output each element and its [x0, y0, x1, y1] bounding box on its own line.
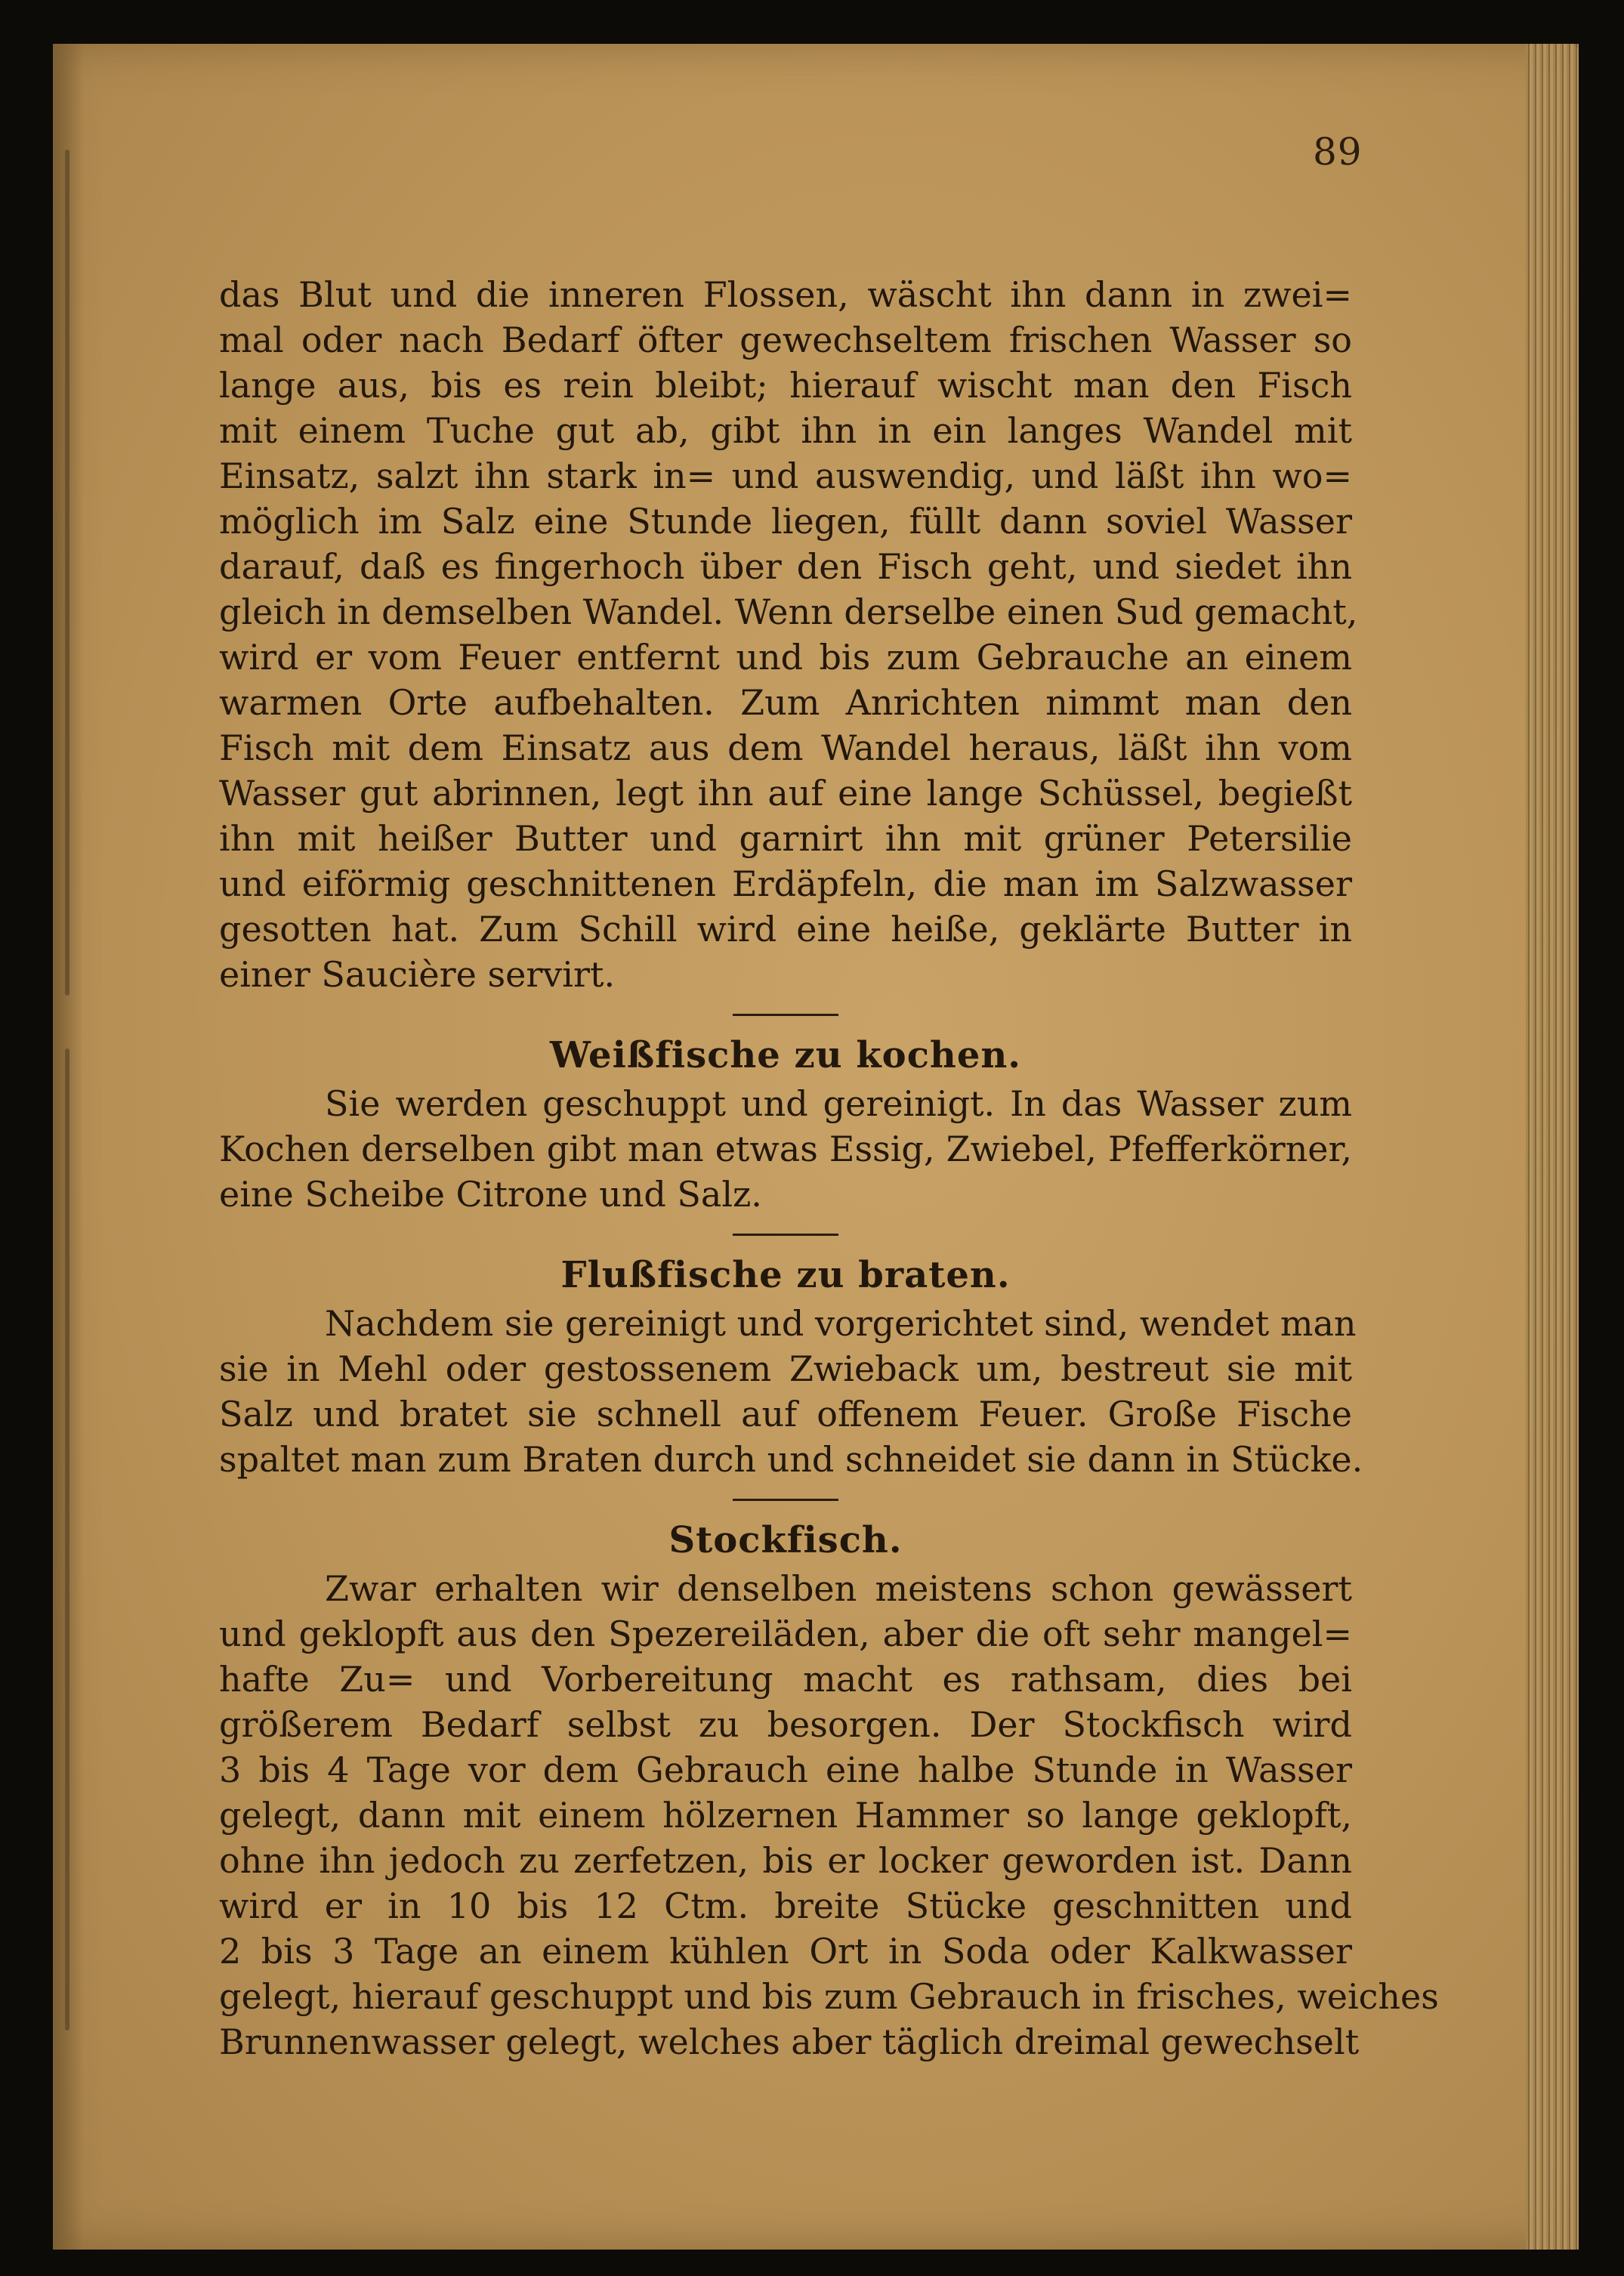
section-divider: [733, 1499, 838, 1501]
text-line: wird er vom Feuer entfernt und bis zum Gebrauche an einem: [219, 637, 1352, 678]
text-line: ohne ihn jedoch zu zerfetzen, bis er locker geworden ist. Dann: [219, 1840, 1352, 1881]
text-line: gelegt, hierauf geschuppt und bis zum Gebrauch in frisches, weiches: [219, 1976, 1439, 2017]
text-line: Salz und bratet sie schnell auf offenem Feuer. Große Fische: [219, 1394, 1352, 1434]
text-line: mit einem Tuche gut ab, gibt ihn in ein langes Wandel mit: [219, 410, 1352, 451]
page-number: 89: [1313, 130, 1363, 174]
text-line: warmen Orte aufbehalten. Zum Anrichten nimmt man den: [219, 682, 1352, 723]
text-line: einer Saucière servirt.: [219, 954, 616, 995]
text-line: Fisch mit dem Einsatz aus dem Wandel heraus, läßt ihn vom: [219, 727, 1352, 768]
text-line: Sie werden geschuppt und gereinigt. In das Wasser zum: [325, 1083, 1352, 1124]
section-divider: [733, 1234, 838, 1236]
text-line: eine Scheibe Citrone und Salz.: [219, 1174, 762, 1215]
text-line: gesotten hat. Zum Schill wird eine heiße, geklärte Butter in: [219, 909, 1352, 950]
paragraph-flussfische: [219, 1301, 1363, 1482]
binding-thread: [65, 1048, 69, 2030]
text-line: darauf, daß es fingerhoch über den Fisch geht, und siedet ihn: [219, 546, 1352, 587]
text-line: 3 bis 4 Tage vor dem Gebrauch eine halbe Stunde in Wasser: [219, 1749, 1352, 1790]
text-line: Kochen derselben gibt man etwas Essig, Zwiebel, Pfefferkörner,: [219, 1129, 1352, 1169]
page-text: [219, 272, 1439, 2064]
text-line: Nachdem sie gereinigt und vorgerichtet sind, wendet man: [325, 1303, 1357, 1344]
text-line: 2 bis 3 Tage an einem kühlen Ort in Soda oder Kalkwasser: [219, 1931, 1352, 1972]
heading-weissfische: Weißfische zu kochen.: [550, 1034, 1021, 1076]
text-line: wird er in 10 bis 12 Ctm. breite Stücke geschnitten und: [219, 1885, 1352, 1926]
text-line: gleich in demselben Wandel. Wenn derselbe einen Sud gemacht,: [219, 591, 1358, 632]
text-line: möglich im Salz eine Stunde liegen, füllt dann soviel Wasser: [219, 501, 1352, 542]
text-line: das Blut und die inneren Flossen, wäscht ihn dann in zwei=: [219, 274, 1352, 315]
text-line: ihn mit heißer Butter und garnirt ihn mit grüner Petersilie: [219, 818, 1352, 859]
text-line: und geklopft aus den Spezereiläden, aber die oft sehr mangel=: [219, 1614, 1352, 1654]
text-line: und eiförmig geschnittenen Erdäpfeln, die man im Salzwasser: [219, 863, 1352, 904]
heading-flussfische: Flußfische zu braten.: [560, 1254, 1011, 1296]
paragraph-intro: [219, 272, 1358, 997]
text-line: hafte Zu= und Vorbereitung macht es rathsam, dies bei: [219, 1659, 1352, 1700]
text-line: Wasser gut abrinnen, legt ihn auf eine lange Schüssel, begießt: [219, 773, 1352, 814]
paragraph-weissfische: [219, 1081, 1352, 1217]
heading-stockfisch: Stockfisch.: [668, 1519, 903, 1561]
text-line: Einsatz, salzt ihn stark in= und auswendig, und läßt ihn wo=: [219, 456, 1352, 496]
text-line: Zwar erhalten wir denselben meistens schon gewässert: [325, 1568, 1352, 1609]
page-edges: [1526, 44, 1579, 2250]
section-divider: [733, 1014, 838, 1016]
text-line: lange aus, bis es rein bleibt; hierauf wischt man den Fisch: [219, 365, 1352, 406]
paragraph-stockfisch: [219, 1566, 1439, 2064]
text-line: sie in Mehl oder gestossenem Zwieback um, bestreut sie mit: [219, 1348, 1352, 1389]
text-line: Brunnenwasser gelegt, welches aber täglich dreimal gewechselt: [219, 2021, 1360, 2062]
text-line: spaltet man zum Braten durch und schneidet sie dann in Stücke.: [219, 1439, 1363, 1480]
text-line: größerem Bedarf selbst zu besorgen. Der Stockfisch wird: [219, 1704, 1352, 1745]
text-line: mal oder nach Bedarf öfter gewechseltem frischen Wasser so: [219, 320, 1352, 360]
binding-thread: [65, 150, 69, 996]
text-line: gelegt, dann mit einem hölzernen Hammer so lange geklopft,: [219, 1795, 1352, 1836]
